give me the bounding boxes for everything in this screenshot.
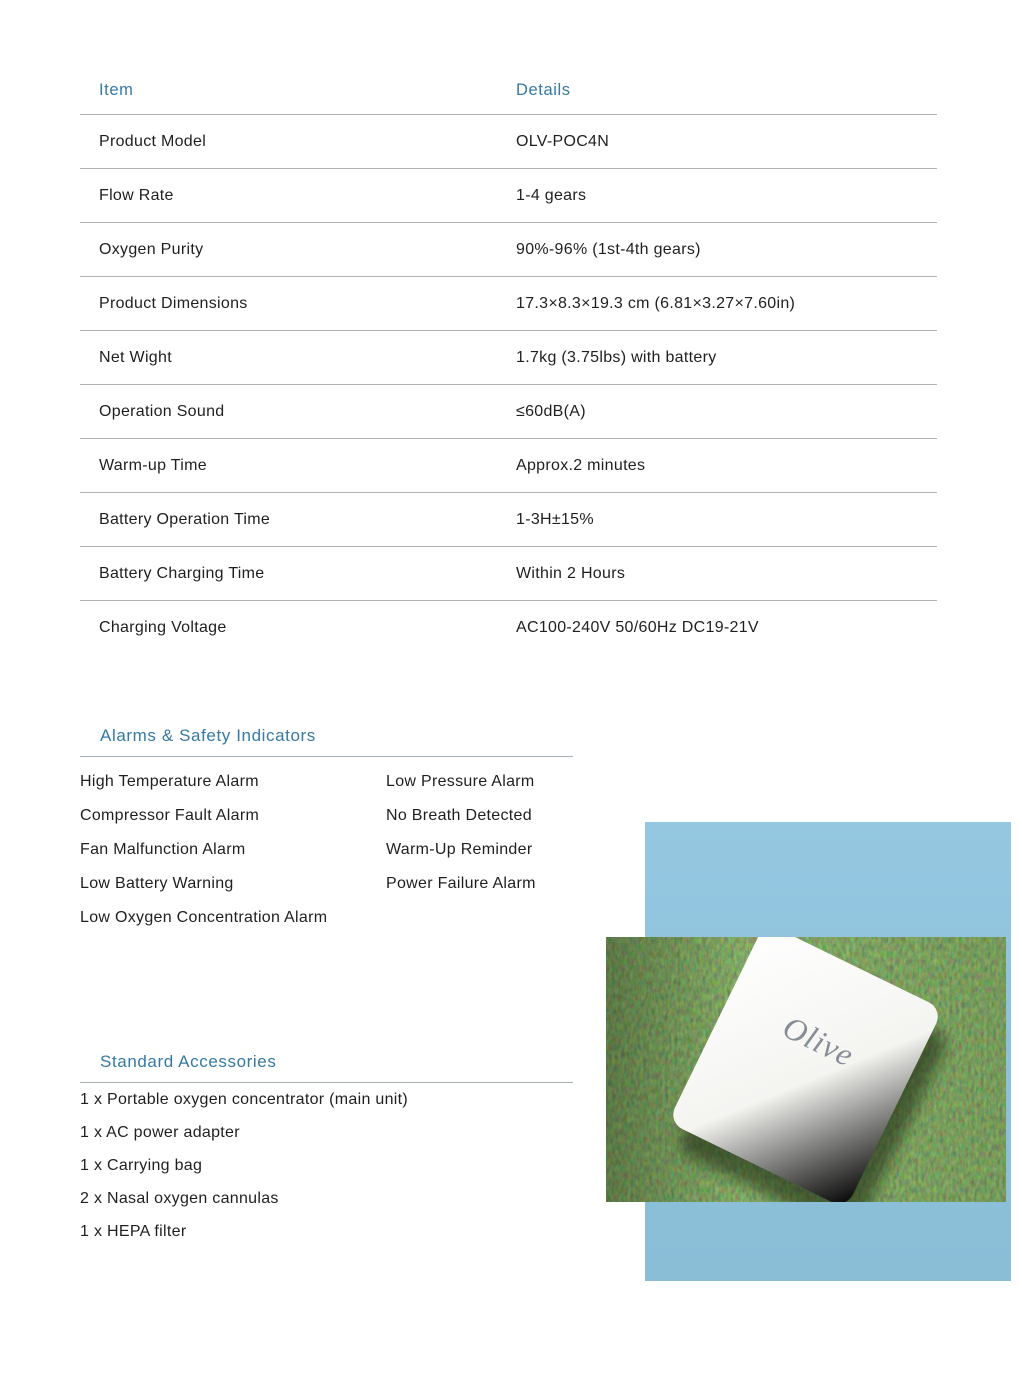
alarms-left-column	[80, 765, 386, 935]
spec-row-flow-rate	[80, 169, 937, 223]
alarms-columns	[80, 765, 573, 935]
spec-row-value: OLV-POC4N	[516, 132, 610, 150]
alarm-item: Power Failure Alarm	[386, 875, 536, 892]
spec-row-product-dimensions	[80, 277, 937, 331]
spec-row-battery-operation-time	[80, 493, 937, 547]
alarms-right-column	[386, 765, 536, 935]
product-photo-image	[606, 937, 1006, 1202]
spec-row-label: Product Model	[99, 132, 207, 150]
spec-row-label: Product Dimensions	[99, 294, 248, 312]
alarm-item: Low Oxygen Concentration Alarm	[80, 909, 328, 926]
spec-row-value: 1.7kg (3.75lbs) with battery	[516, 348, 717, 366]
accessory-item: 1 x AC power adapter	[80, 1124, 240, 1141]
accessory-item: 1 x Carrying bag	[80, 1157, 203, 1174]
spec-row-label: Battery Operation Time	[99, 510, 271, 528]
spec-row-operation-sound	[80, 385, 937, 439]
spec-row-label: Oxygen Purity	[99, 240, 204, 258]
alarm-item: Low Battery Warning	[80, 875, 234, 892]
spec-row-label: Net Wight	[99, 348, 172, 366]
alarms-section	[80, 726, 573, 935]
spec-row-product-model	[80, 115, 937, 169]
spec-row-value: 17.3×8.3×19.3 cm (6.81×3.27×7.60in)	[516, 294, 796, 312]
spec-row-battery-charging-time	[80, 547, 937, 601]
spec-row-label: Charging Voltage	[99, 618, 227, 636]
spec-row-value: 1-4 gears	[516, 186, 587, 204]
accessories-section	[80, 1052, 573, 1248]
alarm-item: Low Pressure Alarm	[386, 773, 535, 790]
alarm-item: Fan Malfunction Alarm	[80, 841, 246, 858]
spec-header-item: Item	[99, 80, 134, 99]
alarm-item: High Temperature Alarm	[80, 773, 259, 790]
spec-row-label: Flow Rate	[99, 186, 174, 204]
alarm-item: No Breath Detected	[386, 807, 532, 824]
accessory-item: 1 x HEPA filter	[80, 1223, 187, 1240]
accessories-title: Standard Accessories	[80, 1052, 573, 1083]
accessory-item: 2 x Nasal oxygen cannulas	[80, 1190, 279, 1207]
alarm-item: Warm-Up Reminder	[386, 841, 533, 858]
device-logo: Olive	[777, 1008, 860, 1074]
spec-row-value: Approx.2 minutes	[516, 456, 646, 474]
spec-table	[80, 66, 937, 654]
product-photo	[606, 937, 1006, 1202]
spec-row-value: ≤60dB(A)	[516, 402, 586, 420]
spec-row-label: Warm-up Time	[99, 456, 207, 474]
spec-row-value: Within 2 Hours	[516, 564, 626, 582]
accessory-item: 1 x Portable oxygen concentrator (main unit)	[80, 1091, 409, 1108]
spec-row-warm-up-time	[80, 439, 937, 493]
spec-row-label: Battery Charging Time	[99, 564, 265, 582]
alarm-item: Compressor Fault Alarm	[80, 807, 260, 824]
spec-row-net-weight	[80, 331, 937, 385]
spec-table-header-row	[80, 66, 937, 115]
spec-row-label: Operation Sound	[99, 402, 225, 420]
spec-row-value: AC100-240V 50/60Hz DC19-21V	[516, 618, 759, 636]
spec-header-details: Details	[516, 80, 571, 99]
accessories-list	[80, 1083, 573, 1248]
spec-row-value: 90%-96% (1st-4th gears)	[516, 240, 701, 258]
alarms-title: Alarms & Safety Indicators	[80, 726, 573, 757]
spec-row-value: 1-3H±15%	[516, 510, 594, 528]
spec-row-oxygen-purity	[80, 223, 937, 277]
spec-row-charging-voltage	[80, 601, 937, 654]
